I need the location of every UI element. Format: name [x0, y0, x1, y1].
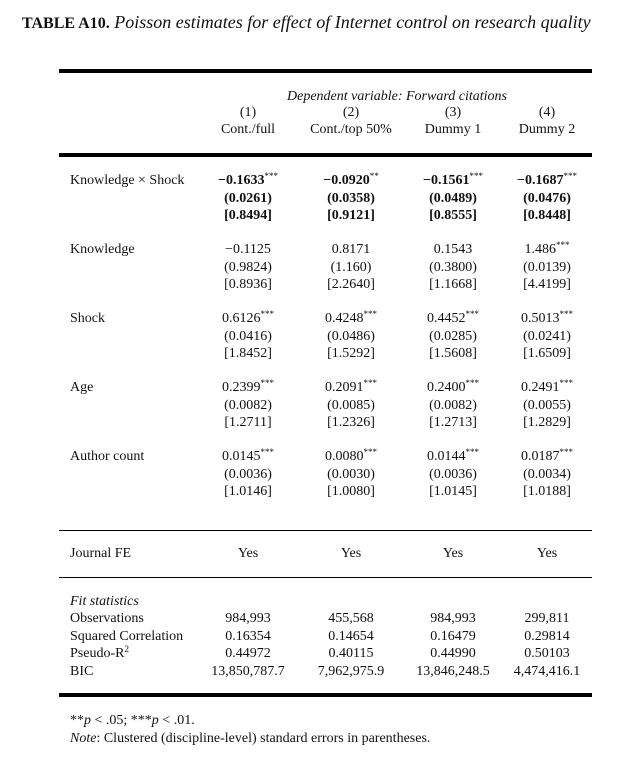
incidence-rate-ratio: [0.8448] — [523, 208, 571, 223]
fit-row-label — [70, 628, 183, 645]
column-number: (1) — [239, 105, 257, 120]
significance-stars: *** — [465, 378, 479, 388]
incidence-rate-ratio: [2.2640] — [327, 277, 375, 292]
table-note — [70, 730, 430, 747]
significance-stars: *** — [559, 447, 573, 457]
incidence-rate-ratio: [0.8936] — [224, 277, 272, 292]
estimate-value: −0.1633 — [218, 173, 265, 188]
fit-value: 455,568 — [328, 611, 374, 626]
sig-threshold-1: < .05; — [91, 713, 131, 728]
incidence-rate-ratio: [1.5608] — [429, 346, 477, 361]
fe-value: Yes — [442, 546, 464, 561]
fit-value: 13,850,787.7 — [211, 663, 285, 679]
estimate-value: 0.1543 — [433, 242, 473, 257]
incidence-rate-ratio: [1.2326] — [327, 415, 375, 430]
significance-stars: *** — [559, 309, 573, 319]
fit-value: 0.40115 — [328, 646, 374, 661]
significance-stars: *** — [465, 447, 479, 457]
fit-value: 4,474,416.1 — [513, 663, 581, 679]
standard-error: (0.0034) — [523, 466, 571, 482]
incidence-rate-ratio: [1.1668] — [429, 277, 477, 292]
incidence-rate-ratio: [1.2713] — [429, 415, 477, 430]
table-caption: Poisson estimates for effect of Internet control on research quality — [114, 12, 591, 32]
incidence-rate-ratio: [1.8452] — [224, 346, 272, 361]
coefficient-estimate — [222, 310, 274, 327]
incidence-rate-ratio: [1.0146] — [224, 484, 272, 499]
standard-error: (0.0358) — [327, 190, 375, 206]
row-label: Shock — [70, 311, 105, 326]
fe-value: Yes — [536, 546, 558, 561]
coefficient-estimate — [222, 379, 274, 396]
mid-rule-1 — [59, 530, 592, 531]
estimate-value: 0.2400 — [427, 380, 466, 395]
column-name: Dummy 2 — [518, 122, 576, 137]
coefficient-estimate — [525, 241, 570, 258]
standard-error: (0.0082) — [224, 397, 272, 413]
estimate-value: 0.8171 — [331, 242, 371, 257]
fit-value: 0.50103 — [524, 646, 570, 661]
standard-error: (0.0030) — [327, 466, 375, 482]
significance-stars: *** — [363, 309, 377, 319]
column-name: Cont./top 50% — [310, 122, 392, 137]
fit-value: 7,962,975.9 — [317, 663, 385, 679]
incidence-rate-ratio: [4.4199] — [523, 277, 571, 292]
coefficient-estimate — [218, 172, 278, 189]
fit-row-label — [70, 610, 144, 627]
significance-stars: *** — [264, 171, 278, 181]
coefficient-estimate — [521, 310, 573, 327]
sig-p-2: p — [151, 713, 159, 728]
fit-label-text: BIC — [70, 663, 94, 679]
column-number: (3) — [444, 105, 462, 120]
standard-error: (0.9824) — [224, 259, 272, 275]
incidence-rate-ratio: [1.2711] — [224, 415, 272, 430]
fit-value: 13,846,248.5 — [416, 663, 490, 679]
significance-stars: *** — [260, 447, 274, 457]
coefficient-estimate — [434, 241, 473, 258]
coefficient-estimate — [423, 172, 483, 189]
fit-value: 0.29814 — [524, 628, 570, 644]
coefficient-estimate — [521, 448, 573, 465]
fit-value: 984,993 — [225, 611, 271, 626]
significance-stars: *** — [556, 240, 570, 250]
fit-label-text: Observations — [70, 611, 144, 626]
incidence-rate-ratio: [1.0188] — [523, 484, 571, 499]
standard-error: (0.0036) — [429, 466, 477, 482]
column-number: (2) — [342, 105, 360, 120]
incidence-rate-ratio: [1.0080] — [327, 484, 375, 499]
coefficient-estimate — [225, 241, 271, 258]
estimate-value: 0.4452 — [427, 311, 466, 326]
estimate-value: 1.486 — [524, 242, 556, 257]
significance-stars: *** — [563, 171, 577, 181]
fit-label-text: Pseudo-R — [70, 646, 125, 661]
significance-stars: ** — [369, 171, 379, 181]
fit-value: 0.16354 — [225, 628, 271, 644]
column-name: Cont./full — [220, 122, 276, 137]
standard-error: (0.0261) — [224, 190, 272, 206]
table-title — [22, 12, 591, 33]
fit-label-superscript: 2 — [124, 644, 129, 654]
estimate-value: 0.6126 — [222, 311, 261, 326]
estimate-value: 0.5013 — [521, 311, 560, 326]
top-rule — [59, 69, 592, 73]
note-label: Note — [70, 731, 97, 746]
coefficient-estimate — [222, 448, 274, 465]
header-rule — [59, 153, 592, 157]
mid-rule-2 — [59, 577, 592, 578]
note-text: : Clustered (discipline-level) standard errors in parentheses. — [96, 731, 431, 746]
incidence-rate-ratio: [0.8555] — [429, 208, 477, 223]
column-number: (4) — [538, 105, 556, 120]
standard-error: (0.0489) — [429, 190, 477, 206]
coefficient-estimate — [427, 310, 479, 327]
coefficient-estimate — [332, 241, 371, 258]
standard-error: (0.0139) — [523, 259, 571, 275]
significance-stars: *** — [469, 171, 483, 181]
standard-error: (0.0036) — [224, 466, 272, 482]
coefficient-estimate — [325, 310, 377, 327]
fit-statistics-heading: Fit statistics — [70, 594, 139, 609]
incidence-rate-ratio: [0.9121] — [327, 208, 375, 223]
fit-row-label — [70, 663, 93, 680]
incidence-rate-ratio: [1.6509] — [523, 346, 571, 361]
standard-error: (0.0055) — [523, 397, 571, 413]
standard-error: (0.0082) — [429, 397, 477, 413]
standard-error: (0.0241) — [523, 328, 571, 344]
row-label: Knowledge × Shock — [70, 173, 185, 188]
estimate-value: 0.2491 — [521, 380, 560, 395]
estimate-value: −0.1125 — [225, 242, 271, 257]
fit-value: 0.14654 — [328, 628, 374, 644]
incidence-rate-ratio: [0.8494] — [224, 208, 272, 223]
standard-error: (0.3800) — [429, 259, 477, 275]
incidence-rate-ratio: [1.2829] — [523, 415, 571, 430]
coefficient-estimate — [517, 172, 577, 189]
fit-value: 0.16479 — [430, 628, 476, 644]
standard-error: (0.0285) — [429, 328, 477, 344]
bottom-rule — [59, 693, 592, 697]
fe-value: Yes — [237, 546, 259, 561]
coefficient-estimate — [325, 379, 377, 396]
incidence-rate-ratio: [1.5292] — [327, 346, 375, 361]
coefficient-estimate — [427, 379, 479, 396]
sig-threshold-2: < .01. — [158, 713, 195, 728]
fit-label-text: Squared Correlation — [70, 628, 184, 644]
estimate-value: −0.0920 — [323, 173, 370, 188]
table-number: TABLE A10. — [22, 15, 110, 32]
standard-error: (0.0476) — [523, 190, 571, 206]
significance-note — [70, 712, 195, 729]
coefficient-estimate — [323, 172, 378, 189]
fit-value: 0.44972 — [225, 646, 271, 661]
incidence-rate-ratio: [1.0145] — [429, 484, 477, 499]
sig-stars-1: ** — [70, 713, 84, 728]
sig-p-1: p — [84, 713, 91, 728]
estimate-value: −0.1561 — [423, 173, 470, 188]
row-label: Author count — [70, 449, 145, 464]
coefficient-estimate — [521, 379, 573, 396]
fit-row-label — [70, 645, 129, 662]
significance-stars: *** — [260, 309, 274, 319]
estimate-value: 0.2091 — [325, 380, 364, 395]
column-name: Dummy 1 — [424, 122, 482, 137]
row-label: Age — [70, 380, 94, 395]
significance-stars: *** — [559, 378, 573, 388]
fit-value: 299,811 — [524, 611, 570, 626]
standard-error: (0.0085) — [327, 397, 375, 413]
dependent-variable-label: Dependent variable: Forward citations — [287, 89, 507, 104]
significance-stars: *** — [465, 309, 479, 319]
standard-error: (0.0486) — [327, 328, 375, 344]
estimate-value: 0.4248 — [325, 311, 364, 326]
significance-stars: *** — [363, 378, 377, 388]
coefficient-estimate — [427, 448, 479, 465]
significance-stars: *** — [363, 447, 377, 457]
sig-stars-2: *** — [130, 713, 152, 728]
row-label: Knowledge — [70, 242, 135, 257]
standard-error: (1.160) — [330, 259, 372, 275]
standard-error: (0.0416) — [224, 328, 272, 344]
estimate-value: 0.0145 — [222, 449, 261, 464]
significance-stars: *** — [260, 378, 274, 388]
fit-value: 0.44990 — [430, 646, 476, 661]
estimate-value: 0.2399 — [222, 380, 261, 395]
fe-value: Yes — [340, 546, 362, 561]
estimate-value: −0.1687 — [517, 173, 564, 188]
fit-value: 984,993 — [430, 611, 476, 626]
coefficient-estimate — [325, 448, 377, 465]
estimate-value: 0.0144 — [427, 449, 466, 464]
estimate-value: 0.0080 — [325, 449, 364, 464]
fe-label: Journal FE — [70, 546, 132, 561]
estimate-value: 0.0187 — [521, 449, 560, 464]
